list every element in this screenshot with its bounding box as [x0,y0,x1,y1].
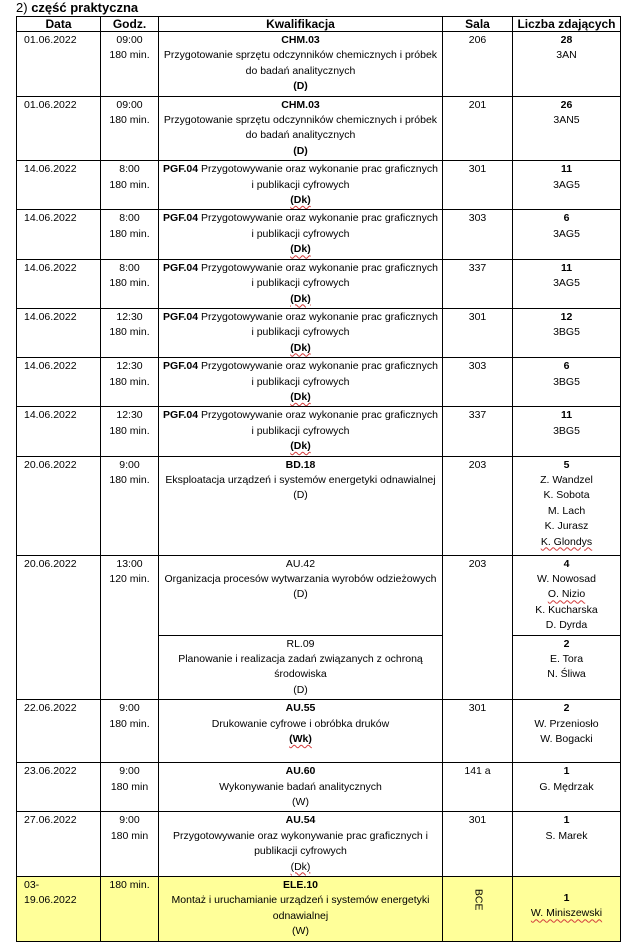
candidate-name: K. Glondys [540,535,593,548]
table-row [17,161,621,210]
date-cell: 20.06.2022 [17,555,101,700]
qualification-code: BD.18 [285,458,316,471]
qualification-cell [159,877,443,942]
table-row [17,358,621,407]
duration: 180 min. [109,424,150,437]
candidate-name: W. Przeniosło [534,717,599,730]
duration: 180 min. [109,473,150,486]
section-title: część praktyczna [31,0,139,15]
duration: 180 min [110,829,149,842]
start-time: 8:00 [119,261,140,274]
count-cell [513,555,621,635]
qualification-code: AU.60 [285,765,316,778]
duration: 180 min. [109,227,150,240]
qualification-cell [159,210,443,259]
duration: 180 min. [109,277,150,290]
table-row [17,32,621,97]
time-cell [101,210,159,259]
qualification-desc: Przygotowywanie oraz wykonanie prac graficznych i publikacji cyfrowych [201,409,438,437]
candidate-name: M. Lach [547,504,586,517]
qualification-desc: Przygotowywanie oraz wykonanie prac graficznych i publikacji cyfrowych [201,261,438,290]
class-name: 3AG5 [553,277,580,290]
qualification-cell [159,358,443,407]
start-time: 09:00 [116,98,143,111]
qualification-desc: Przygotowywanie oraz wykonanie prac graficznych i publikacji cyfrowych [201,212,438,240]
qualification-cell [159,700,443,763]
qualification-cell [159,161,443,210]
col-header-date: Data [17,17,101,32]
candidate-name: W. Nowosad [537,572,596,585]
room-cell: 303 [443,358,513,407]
duration: 180 min. [109,49,150,62]
exam-form: (Dk) [290,860,311,873]
candidate-count: 2 [563,702,570,715]
qualification-code: PGF.04 [163,212,199,225]
count-cell [513,407,621,456]
date-start: 03- [24,879,40,892]
date-cell: 14.06.2022 [17,161,101,210]
exam-form: (W) [292,796,309,809]
start-time: 9:00 [119,702,140,715]
qualification-cell [159,32,443,97]
date-end: 19.06.2022 [24,894,77,907]
table-row [17,763,621,812]
time-cell [101,407,159,456]
candidate-name: O. Nizio [547,588,586,601]
count-cell [513,700,621,763]
col-header-qualification: Kwalifikacja [159,17,443,32]
col-header-time: Godz. [101,17,159,32]
time-cell [101,358,159,407]
room-cell: 201 [443,96,513,161]
room-cell: 141 a [443,763,513,812]
duration: 180 min. [109,114,150,127]
col-header-room: Sala [443,17,513,32]
candidate-name: Z. Wandzel [540,473,593,486]
candidate-name: S. Marek [545,829,588,842]
start-time: 09:00 [116,34,143,46]
qualification-cell [159,763,443,812]
table-row [17,96,621,161]
time-cell [101,308,159,357]
class-name: 3BG5 [553,424,580,437]
section-heading [16,0,138,15]
candidate-count: 28 [560,34,573,46]
date-cell: 01.06.2022 [17,96,101,161]
date-cell: 14.06.2022 [17,210,101,259]
qualification-code: CHM.03 [281,34,320,46]
exam-form: (Dk) [290,390,311,403]
qualification-code: CHM.03 [281,98,320,111]
count-cell [513,210,621,259]
table-row [17,259,621,308]
col-header-count: Liczba zdających [513,17,621,32]
table-header-row [17,17,621,32]
start-time: 12:30 [116,409,143,422]
date-cell: 14.06.2022 [17,358,101,407]
class-name: 3BG5 [553,375,580,388]
room-cell: 301 [443,161,513,210]
candidate-count: 1 [563,892,570,905]
candidate-count: 5 [563,458,570,471]
qualification-code: PGF.04 [163,409,199,422]
qualification-desc: Przygotowywanie oraz wykonanie prac graficznych i publikacji cyfrowych [201,163,438,191]
exam-form: (D) [293,144,308,157]
date-cell: 14.06.2022 [17,308,101,357]
count-cell [513,161,621,210]
exam-form: (D) [293,489,308,502]
duration: 180 min. [109,326,150,339]
duration: 180 min [110,780,149,793]
candidate-count: 6 [563,212,570,225]
room-cell: 203 [443,456,513,555]
qualification-code: PGF.04 [163,310,199,323]
candidate-name: G. Mędrzak [539,780,594,793]
qualification-code: AU.55 [285,702,316,715]
time-cell [101,161,159,210]
start-time: 9:00 [119,458,140,471]
duration: 120 min. [109,572,150,585]
count-cell [513,32,621,97]
count-cell [513,358,621,407]
candidate-count: 1 [563,765,570,778]
start-time: 13:00 [116,557,143,570]
exam-form: (W) [292,925,309,938]
qualification-cell [159,407,443,456]
date-cell: 14.06.2022 [17,259,101,308]
date-cell: 22.06.2022 [17,700,101,763]
qualification-desc: Przygotowywanie oraz wykonanie prac graficznych i publikacji cyfrowych [201,310,438,339]
count-cell [513,308,621,357]
candidate-name: K. Sobota [543,489,590,502]
qualification-desc: Montaż i uruchamianie urządzeń i systemów energetyki odnawialnej [171,894,430,922]
qualification-cell [159,635,443,700]
candidate-name: N. Śliwa [547,668,586,681]
class-name: 3BG5 [553,326,580,339]
duration: 180 min. [109,178,150,191]
candidate-count: 11 [560,163,573,176]
start-time: 9:00 [119,765,140,778]
date-cell: 20.06.2022 [17,456,101,555]
qualification-code: PGF.04 [163,163,199,176]
qualification-code: PGF.04 [163,360,199,373]
qualification-code: AU.54 [285,814,316,827]
start-time: 8:00 [119,163,140,176]
qualification-desc: Przygotowywanie oraz wykonanie prac graficznych i publikacji cyfrowych [201,360,438,388]
qualification-code: RL.09 [286,637,315,650]
time-cell [101,812,159,877]
table-row-highlighted [17,877,621,942]
duration: 180 min. [109,717,150,730]
duration: 180 min. [109,879,150,892]
table-row [17,812,621,877]
candidate-count: 12 [560,310,573,323]
exam-form: (Dk) [290,194,311,207]
class-name: 3AN [556,49,577,62]
table-row [17,407,621,456]
qualification-code: AU.42 [285,557,316,570]
count-cell [513,763,621,812]
candidate-count: 4 [563,557,570,570]
class-name: 3AG5 [553,227,580,240]
qualification-cell [159,555,443,635]
count-cell [513,812,621,877]
exam-form: (Dk) [290,292,311,305]
qualification-desc: Przygotowanie sprzętu odczynników chemicznych i próbek do badań analitycznych [163,49,438,77]
qualification-desc: Wykonywanie badań analitycznych [219,780,382,793]
candidate-name: E. Tora [549,653,584,665]
candidate-count: 26 [560,98,573,111]
candidate-name: W. Bogacki [540,733,593,746]
class-name: 3AG5 [553,178,580,191]
duration: 180 min. [109,375,150,388]
start-time: 9:00 [119,814,140,827]
table-row [17,210,621,259]
start-time: 8:00 [119,212,140,225]
room-cell: 337 [443,259,513,308]
qualification-code: ELE.10 [282,879,319,892]
date-cell: 23.06.2022 [17,763,101,812]
candidate-count: 1 [563,814,570,827]
exam-form: (D) [293,683,308,696]
room-cell: 206 [443,32,513,97]
exam-form: (Dk) [290,243,311,256]
count-cell [513,877,621,942]
room-cell: 303 [443,210,513,259]
candidate-count: 11 [560,261,573,274]
candidate-count: 11 [560,409,573,422]
room-vertical-label: BCE [472,888,485,911]
qualification-code: PGF.04 [163,261,199,274]
room-cell: 301 [443,308,513,357]
room-cell: 301 [443,700,513,763]
qualification-desc: Przygotowywanie oraz wykonywanie prac graficznych i publikacji cyfrowych [172,829,429,858]
exam-form: (Dk) [290,440,311,453]
table-row [17,555,621,635]
qualification-desc: Drukowanie cyfrowe i obróbka druków [211,717,390,730]
start-time: 12:30 [116,360,143,373]
count-cell [513,259,621,308]
exam-form: (D) [293,588,308,601]
exam-form: (D) [293,80,308,93]
time-cell [101,259,159,308]
qualification-cell [159,308,443,357]
exam-form: (Dk) [290,341,311,354]
count-cell [513,96,621,161]
room-cell [443,877,513,942]
time-cell [101,555,159,700]
qualification-cell [159,259,443,308]
qualification-cell [159,456,443,555]
time-cell [101,32,159,97]
date-cell [17,877,101,942]
room-cell: 337 [443,407,513,456]
section-number: 2) [16,0,28,15]
table-row [17,308,621,357]
table-row [17,700,621,763]
qualification-desc: Przygotowanie sprzętu odczynników chemicznych i próbek do badań analitycznych [163,114,438,142]
time-cell [101,877,159,942]
date-cell: 01.06.2022 [17,32,101,97]
qualification-cell [159,96,443,161]
room-cell: 203 [443,555,513,700]
class-name: 3AN5 [553,114,580,127]
time-cell [101,700,159,763]
time-cell [101,763,159,812]
candidate-count: 6 [563,360,570,373]
candidate-name: K. Jurasz [544,520,589,533]
exam-schedule-table [16,16,621,942]
candidate-name: W. Miniszewski [530,907,603,920]
table-row [17,456,621,555]
count-cell [513,635,621,700]
time-cell [101,456,159,555]
date-cell: 27.06.2022 [17,812,101,877]
candidate-count: 2 [563,637,570,650]
time-cell [101,96,159,161]
qualification-desc: Planowanie i realizacja zadań związanych z ochroną środowiska [178,653,423,681]
candidate-name: D. Dyrda [545,619,588,632]
qualification-desc: Eksploatacja urządzeń i systemów energetyki odnawialnej [165,473,436,486]
count-cell [513,456,621,555]
qualification-cell [159,812,443,877]
room-cell: 301 [443,812,513,877]
date-cell: 14.06.2022 [17,407,101,456]
qualification-desc: Organizacja procesów wytwarzania wyrobów odzieżowych [164,572,437,585]
candidate-name: K. Kucharska [535,603,598,616]
start-time: 12:30 [116,310,143,323]
exam-form: (Wk) [289,733,312,746]
